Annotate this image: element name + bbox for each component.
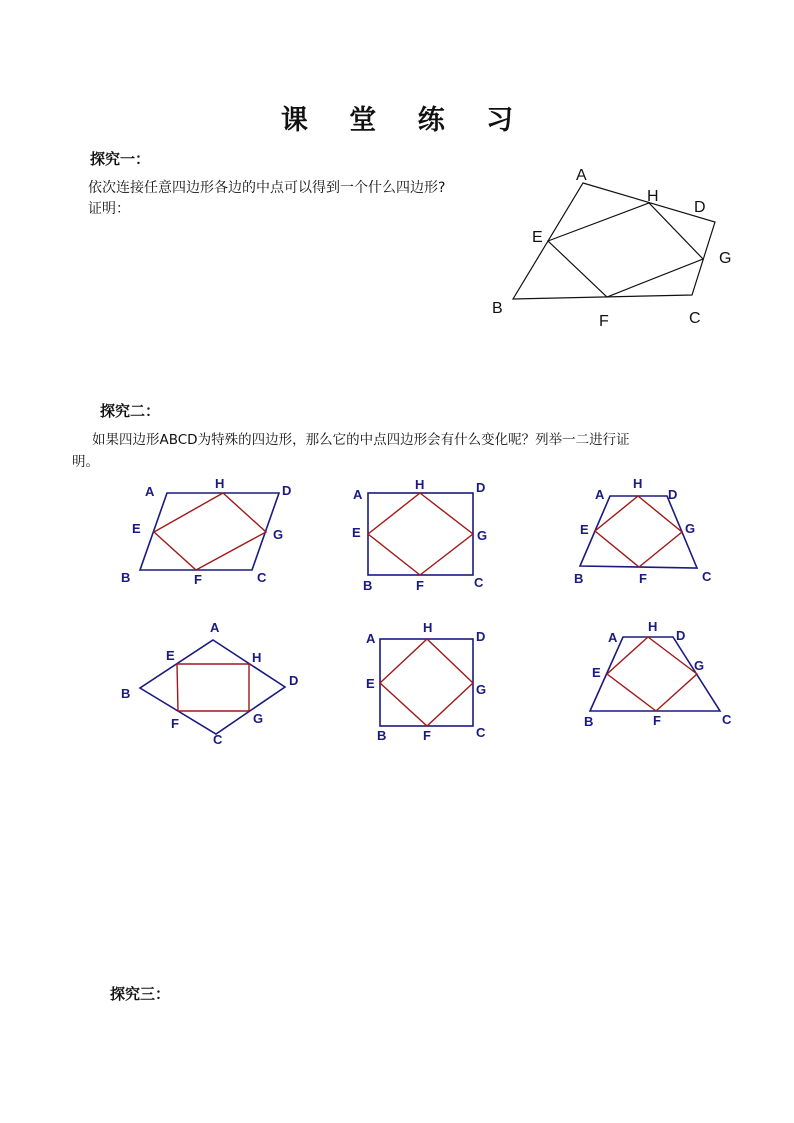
section-2-text-line-2: 明。 [72,454,99,470]
section-1-heading: 探究一： [90,150,151,168]
fig1-label-g: G [273,527,284,542]
vertex-label-d: D [694,199,706,216]
section-2-text-line-1: 如果四边形ABCD为特殊的四边形，那么它的中点四边形会有什么变化呢？列举一二进行证 [92,432,630,448]
fig3-label-c: C [702,569,712,584]
fig1-label-h: H [215,476,225,491]
figure-rhombus [121,620,298,747]
fig1-label-a: A [145,484,155,499]
page-title: 课 堂 练 习 [280,105,530,136]
fig3-label-b: B [574,571,584,586]
fig1-label-e: E [132,521,141,536]
section-1-proof-label: 证明： [88,201,130,217]
fig2-label-f: F [416,578,424,593]
fig4-label-c: C [213,732,223,747]
vertex-label-c: C [689,310,701,327]
fig1-label-b: B [121,570,131,585]
fig2-label-a: A [353,487,363,502]
fig5-label-g: G [476,682,487,697]
fig5-label-d: D [476,629,486,644]
fig5-label-h: H [423,620,433,635]
fig5-label-b: B [377,728,387,743]
fig1-label-d: D [282,483,292,498]
fig2-label-b: B [363,578,373,593]
fig6-label-d: D [676,628,686,643]
fig4-label-h: H [252,650,262,665]
fig4-label-b: B [121,686,131,701]
fig1-label-f: F [194,572,202,587]
fig2-label-h: H [415,477,425,492]
section-1-question: 依次连接任意四边形各边的中点可以得到一个什么四边形? [88,180,446,196]
figure-rectangle [352,477,487,593]
fig6-label-g: G [694,658,705,673]
fig6-label-h: H [648,619,658,634]
fig3-label-g: G [685,521,696,536]
fig3-label-h: H [633,476,643,491]
fig4-label-d: D [289,673,299,688]
midpoint-label-e: E [532,229,543,246]
fig3-label-a: A [595,487,605,502]
figure-square [366,620,486,743]
midpoint-label-h: H [647,188,659,205]
fig4-label-f: F [171,716,179,731]
fig2-label-g: G [477,528,488,543]
fig3-label-f: F [639,571,647,586]
figure-parallelogram [121,476,291,587]
fig5-label-a: A [366,631,376,646]
fig6-label-e: E [592,665,601,680]
fig3-label-d: D [668,487,678,502]
vertex-label-a: A [576,167,587,184]
fig4-label-g: G [253,711,264,726]
fig2-label-c: C [474,575,484,590]
figure-isosceles-trapezoid [574,476,712,586]
vertex-label-b: B [492,300,503,317]
section-2-heading: 探究二： [100,402,161,420]
fig5-label-c: C [476,725,486,740]
figure-trapezoid [584,619,732,729]
midpoint-label-g: G [719,250,732,267]
fig4-label-e: E [166,648,175,663]
fig5-label-e: E [366,676,375,691]
fig6-label-c: C [722,712,732,727]
midpoint-label-f: F [599,313,609,330]
fig1-label-c: C [257,570,267,585]
fig4-label-a: A [210,620,220,635]
fig5-label-f: F [423,728,431,743]
fig3-label-e: E [580,522,589,537]
fig2-label-e: E [352,525,361,540]
fig6-label-b: B [584,714,594,729]
fig6-label-a: A [608,630,618,645]
fig2-label-d: D [476,480,486,495]
section-3-heading: 探究三： [110,985,171,1003]
fig6-label-f: F [653,713,661,728]
